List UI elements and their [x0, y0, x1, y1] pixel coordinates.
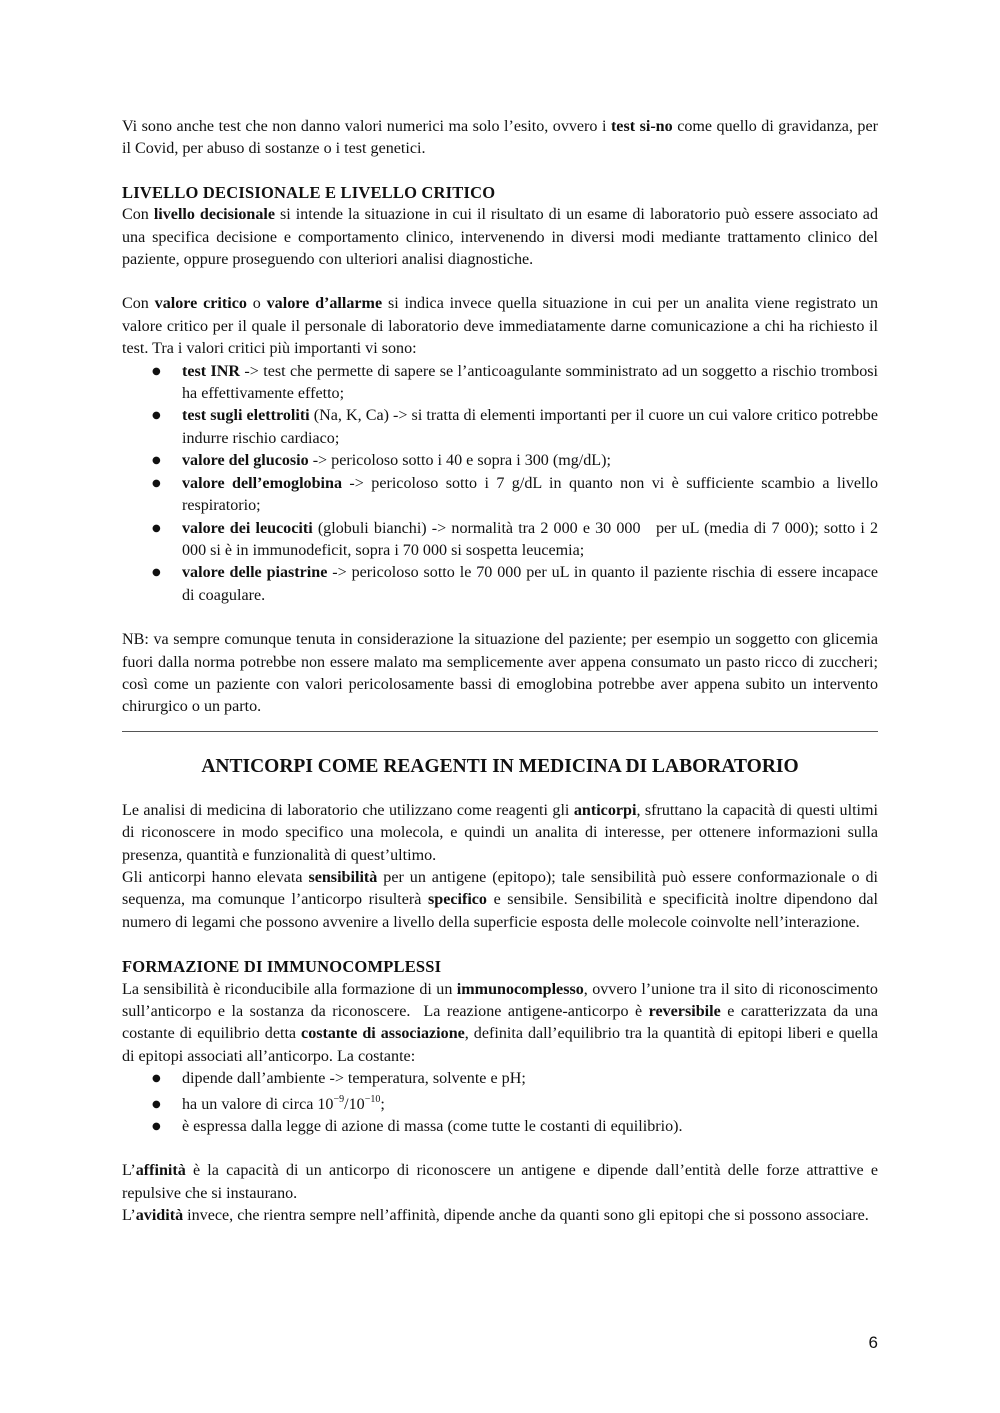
- bold-term: affinità: [135, 1162, 186, 1180]
- paragraph-affinita: L’affinità è la capacità di un anticorpo di riconoscere un antigene e dipende dall’entità delle forze attrattive e repulsive che si instaurano.: [122, 1162, 878, 1202]
- intro-paragraph: Vi sono anche test che non danno valori numerici ma solo l’esito, ovvero i test si-no come quello di gravidanza, per il Covid, per abuso di sostanze o i test genetici.: [122, 118, 878, 158]
- paragraph-anticorpi: Le analisi di medicina di laboratorio che utilizzano come reagenti gli anticorpi, sfruttano la capacità di questi ultimi di riconoscere in modo specifico una molecola, e quindi un analita di interesse, per ottenere informazioni sulla presenza, quantità e funzionalità di quest’ultimo.: [122, 801, 879, 864]
- document-page: [122, 116, 883, 1228]
- bold-term: immunocomplesso: [456, 980, 584, 998]
- bold-term: specifico: [427, 891, 487, 909]
- bullet-icon: ●: [152, 477, 161, 489]
- bold-term: livello decisionale: [153, 206, 276, 224]
- bullet-icon: ●: [152, 1098, 161, 1110]
- bold-term: valore critico: [154, 295, 247, 313]
- list-item: ● valore del glucosio -> pericoloso sotto i 40 e sopra i 300 (mg/dL);: [122, 450, 878, 472]
- paragraph-livello-decisionale: Con livello decisionale si intende la situazione in cui il risultato di un esame di laboratorio può essere associato ad una specifica decisione e comportamento clinico, intervenendo in diversi modi mediante trattamento clinico del paziente, oppure proseguendo con ulteriori analisi diagnostiche.: [122, 206, 878, 269]
- critical-values-list: [122, 361, 883, 607]
- paragraph-sensibilita: Gli anticorpi hanno elevata sensibilità per un antigene (epitopo); tale sensibilità può essere conformazionale o di sequenza, ma comunque l’anticorpo risulterà specifico e sensibile. Sensibilità e specificità inoltre dipendono dal numero di legami che possono avvenire a livello della superficie esposta delle molecole coinvolte nell’interazione.: [122, 868, 879, 931]
- section-heading-immunocomplessi: FORMAZIONE DI IMMUNOCOMPLESSI: [122, 957, 442, 977]
- list-item: ● valore dei leucociti (globuli bianchi) -> normalità tra 2 000 e 30 000 per uL (media di 7 000); sotto i 2 000 si è in immunodeficit, sopra i 70 000 si sospetta leucemia;: [152, 519, 883, 559]
- bold-term: test si-no: [610, 118, 673, 135]
- paragraph-immunocomplesso: La sensibilità è riconducibile alla formazione di un immunocomplesso, ovvero l’unione tra il sito di riconoscimento sull’anticorpo e la sostanza da riconoscere. La reazione antigene-anticorpo è reversibile e caratterizzata da una costante di equilibrio detta costante di associazione, definita dall’equilibrio tra la quantità di epitopi liberi e quella di epitopi associati all’anticorpo. La costante:: [122, 980, 883, 1065]
- main-heading: ANTICORPI COME REAGENTI IN MEDICINA DI LABORATORIO: [201, 755, 799, 777]
- bullet-icon: ●: [152, 365, 161, 377]
- bullet-icon: ●: [152, 522, 161, 534]
- paragraph-valore-critico: Con valore critico o valore d’allarme si indica invece quella situazione in cui per un analita viene registrato un valore critico per il quale il personale di laboratorio deve immediatamente darne comunicazione a chi ha richiesto il test. Tra i valori critici più importanti vi sono:: [122, 295, 878, 358]
- list-item: ● è espressa dalla legge di azione di massa (come tutte le costanti di equilibrio).: [122, 1116, 878, 1138]
- bullet-icon: ●: [152, 567, 161, 579]
- bold-term: sensibilità: [308, 868, 378, 886]
- nb-paragraph: NB: va sempre comunque tenuta in considerazione la situazione del paziente; per esempio un soggetto con glicemia fuori dalla norma potrebbe non essere malato ma semplicemente aver appena consumato un pasto ricco di zuccheri; così come un paziente con valori pericolosamente bassi di emoglobina potrebbe aver appena subito un intervento chirurgico o un parto.: [122, 631, 878, 716]
- list-item: ● dipende dall’ambiente -> temperatura, solvente e pH;: [122, 1068, 878, 1090]
- list-item: ● valore dell’emoglobina -> pericoloso sotto i 7 g/dL in quanto non vi è sufficiente scambio a livello respiratorio;: [152, 474, 879, 515]
- section-heading-livello: LIVELLO DECISIONALE E LIVELLO CRITICO: [122, 182, 496, 202]
- list-item: ● valore delle piastrine -> pericoloso sotto le 70 000 per uL in quanto il paziente rischia di essere incapace di coagulare.: [152, 564, 878, 604]
- bold-term: anticorpi: [573, 801, 637, 819]
- paragraph-avidita: L’avidità invece, che rientra sempre nell’affinità, dipende anche da quanti sono gli epitopi che si possono associare.: [122, 1207, 869, 1225]
- bullet-icon: ●: [152, 410, 161, 422]
- list-item: ● ha un valore di circa $10^{-9}/10^{-10}$;: [122, 1091, 878, 1116]
- bullet-icon: ●: [152, 455, 161, 467]
- page-number: 6: [868, 1333, 878, 1352]
- bullet-icon: ●: [152, 1073, 161, 1085]
- constant-properties-list: [122, 1068, 878, 1138]
- bullet-icon: ●: [152, 1121, 161, 1133]
- bold-term: costante di associazione: [301, 1025, 465, 1043]
- list-item: ● test INR -> test che permette di sapere se l’anticoagulante somministrato ad un soggetto a rischio trombosi ha effettivamente effetto;: [152, 362, 879, 403]
- bold-term: reversibile: [648, 1003, 721, 1020]
- bold-term: valore d’allarme: [266, 295, 383, 313]
- list-item: ● test sugli elettroliti (Na, K, Ca) -> si tratta di elementi importanti per il cuore un cui valore critico potrebbe indurre rischio cardiaco;: [152, 407, 878, 447]
- bold-term: avidità: [135, 1207, 184, 1225]
